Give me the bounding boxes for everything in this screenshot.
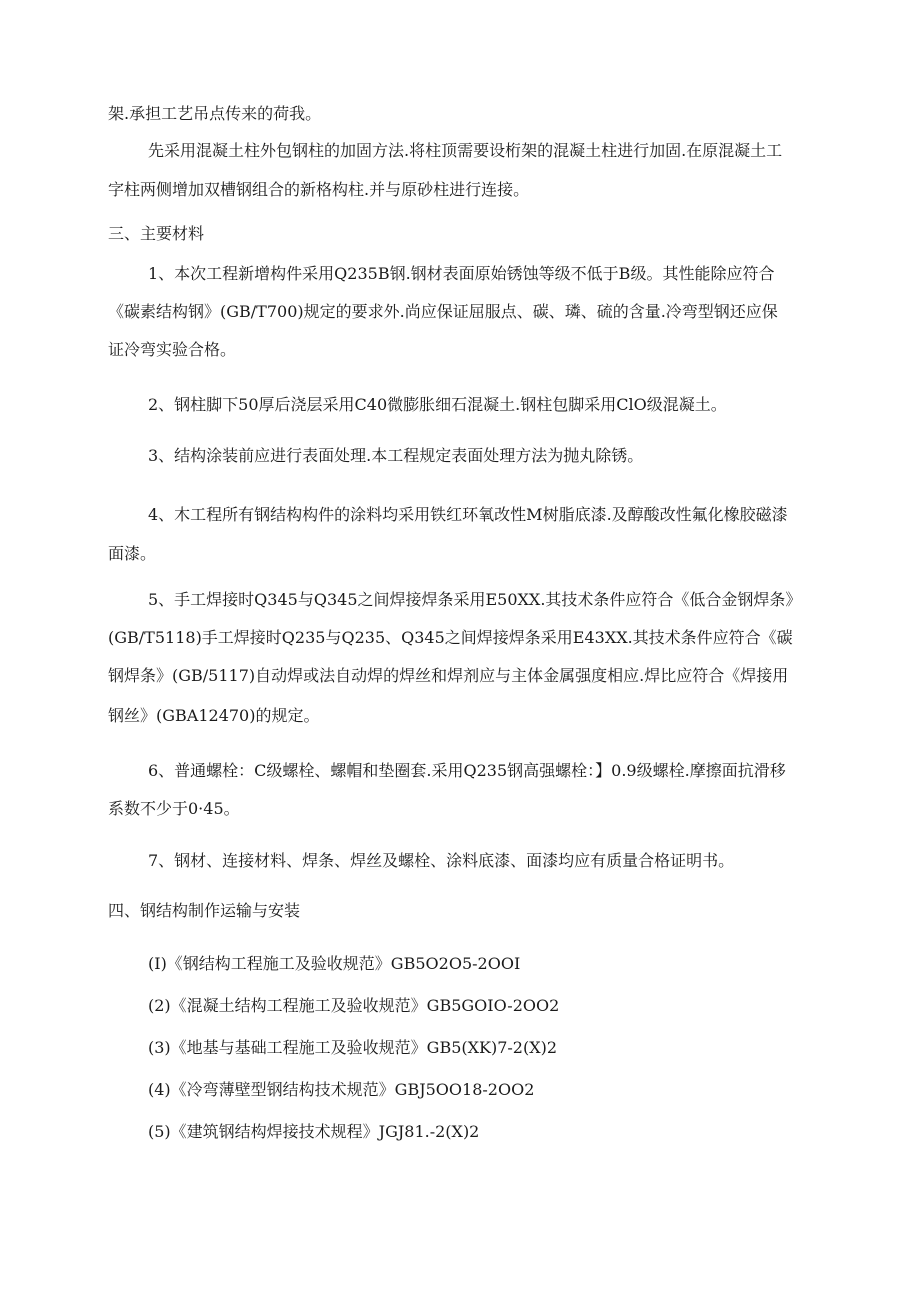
item-3: 3、结构涂装前应进行表面处理.本工程规定表面处理方法为抛丸除锈。: [148, 446, 644, 465]
paragraph-reinforcement-line-2: 字柱两侧增加双槽钢组合的新格构柱.并与原砂柱进行连接。: [108, 180, 530, 199]
standard-1: (I)《钢结构工程施工及验收规范》GB5O2O5-2OOI: [148, 954, 521, 973]
item-6-line-2: 系数不少于0·45。: [108, 799, 240, 818]
item-2: 2、钢柱脚下50厚后浇层采用C40微膨胀细石混凝土.钢柱包脚采用ClO级混凝土。: [148, 395, 727, 414]
item-6-line-1: 6、普通螺栓：C级螺栓、螺帽和垫圈套.采用Q235钢高强螺栓：】0.9级螺栓.摩擦面抗滑移: [148, 761, 786, 780]
standard-3: (3)《地基与基础工程施工及验收规范》GB5(XK)7-2(X)2: [148, 1038, 558, 1057]
item-4-line-1: 4、木工程所有钢结构构件的涂料均采用铁红环氧改性M树脂底漆.及醇酸改性氟化橡胶磁漆: [148, 505, 788, 524]
standard-4: (4)《冷弯薄壁型钢结构技术规范》GBJ5OO18-2OO2: [148, 1080, 535, 1099]
item-1-line-1: 1、本次工程新增构件采用Q235B钢.钢材表面原始锈蚀等级不低于B级。其性能除应符合: [148, 264, 775, 283]
paragraph-continuation: 架.承担工艺吊点传来的荷我。: [108, 104, 322, 123]
section-heading-fabrication: 四、钢结构制作运输与安装: [108, 901, 301, 920]
paragraph-reinforcement-line-1: 先采用混凝土柱外包钢柱的加固方法.将柱顶需要设桁架的混凝土柱进行加固.在原混凝土工: [148, 141, 783, 160]
item-4-line-2: 面漆。: [108, 544, 157, 563]
item-1-line-2: 《碳素结构钢》(GB/T700)规定的要求外.尚应保证屈服点、碳、璘、硫的含量.冷弯型钢还应保: [108, 302, 778, 321]
section-heading-materials: 三、主要材料: [108, 224, 205, 243]
item-5-line-3: 钢焊条》(GB/5117)自动焊或法自动焊的焊丝和焊剂应与主体金属强度相应.焊比应符合《焊接用: [108, 666, 789, 685]
item-5-line-1: 5、手工焊接时Q345与Q345之间焊接焊条采用E50XX.其技术条件应符合《低合金钢焊条》: [148, 590, 802, 609]
item-5-line-2: (GB/T5118)手工焊接时Q235与Q235、Q345之间焊接焊条采用E43XX.其技术条件应符合《碳: [108, 628, 793, 647]
item-7: 7、钢材、连接材料、焊条、焊丝及螺栓、涂料底漆、面漆均应有质量合格证明书。: [148, 851, 735, 870]
item-1-line-3: 证冷弯实验合格。: [108, 340, 237, 359]
standard-2: (2)《混凝土结构工程施工及验收规范》GB5GOIO-2OO2: [148, 996, 560, 1015]
standard-5: (5)《建筑钢结构焊接技术规程》JGJ81.-2(X)2: [148, 1122, 480, 1141]
item-5-line-4: 钢丝》(GBA12470)的规定。: [108, 706, 320, 725]
